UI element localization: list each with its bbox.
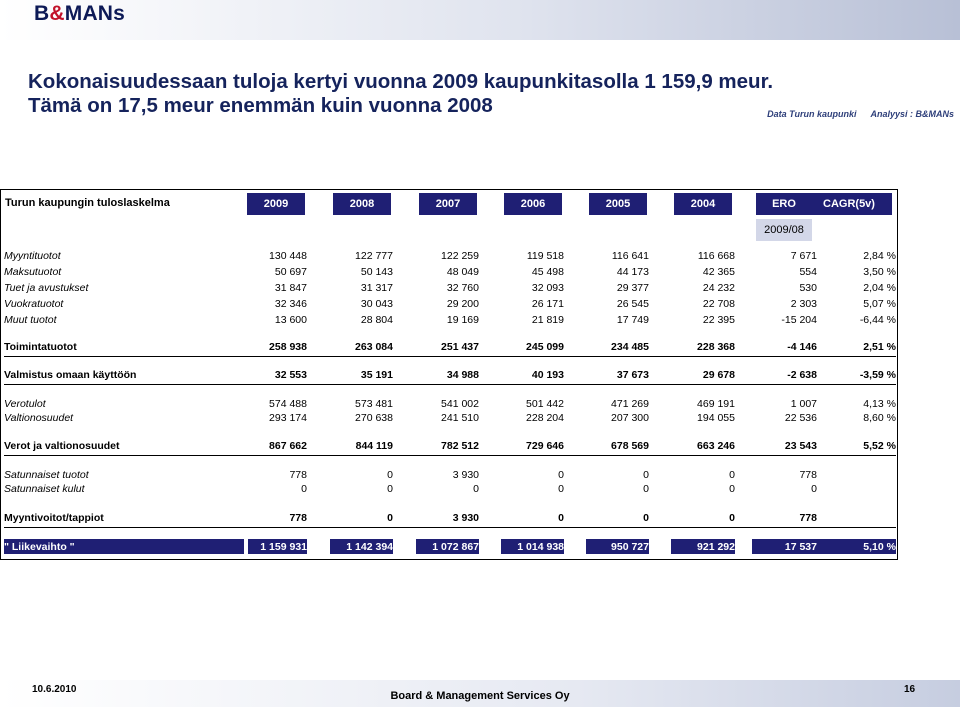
cell-value: 5,52 % [863, 440, 896, 452]
cell-value: 26 171 [531, 298, 564, 310]
cell-value: 541 002 [441, 398, 479, 410]
row-label: Myyntivoitot/tappiot [4, 512, 104, 524]
cell-value: 1 159 931 [260, 541, 307, 553]
table-header [1, 193, 897, 215]
cell-value: 1 014 938 [517, 541, 564, 553]
row-label: Verot ja valtionosuudet [4, 440, 120, 452]
cell-value: 293 174 [269, 412, 307, 424]
row-label: Valtionosuudet [4, 412, 74, 424]
table-row [4, 440, 896, 454]
cell-value: 5,07 % [863, 298, 896, 310]
cell-value: 663 246 [697, 440, 735, 452]
table-row [4, 398, 896, 412]
cell-value: 207 300 [611, 412, 649, 424]
cell-value: 0 [387, 469, 393, 481]
cell-value: 778 [289, 512, 307, 524]
cell-value: 0 [387, 512, 393, 524]
cell-value: 778 [289, 469, 307, 481]
cell-value: 22 708 [702, 298, 735, 310]
cell-value: -2 638 [787, 369, 817, 381]
cell-value: 0 [729, 469, 735, 481]
row-label: Satunnaiset kulut [4, 483, 85, 495]
cell-value: 17 749 [616, 314, 649, 326]
column-header: 2004 [674, 193, 732, 215]
row-label: " Liikevaihto " [4, 541, 75, 553]
cell-value: -4 146 [787, 341, 817, 353]
cell-value: 469 191 [697, 398, 735, 410]
cell-value: 554 [799, 266, 817, 278]
cell-value: 32 093 [531, 282, 564, 294]
column-header: ERO [756, 193, 812, 215]
cell-value: 782 512 [441, 440, 479, 452]
row-label: Satunnaiset tuotot [4, 469, 89, 481]
cell-value: -15 204 [781, 314, 817, 326]
cell-value: 1 007 [790, 398, 817, 410]
cell-value: 228 368 [697, 341, 735, 353]
row-underline [4, 384, 896, 385]
cell-value: 130 448 [269, 250, 307, 262]
source-credits [767, 109, 954, 119]
cell-value: 2,51 % [863, 341, 896, 353]
cell-value: 2 303 [790, 298, 817, 310]
table-row [4, 266, 896, 280]
cell-value: 116 641 [611, 250, 649, 262]
cell-value: 0 [473, 483, 479, 495]
cell-value: 28 804 [360, 314, 393, 326]
cell-value: 48 049 [446, 266, 479, 278]
footer-company: Board & Management Services Oy [390, 690, 570, 702]
cell-value: 26 545 [616, 298, 649, 310]
cell-value: 17 537 [784, 541, 817, 553]
cell-value: 258 938 [269, 341, 307, 353]
cell-value: 8,60 % [863, 412, 896, 424]
cell-value: 32 346 [274, 298, 307, 310]
cell-value: 2,84 % [863, 250, 896, 262]
cell-value: 194 055 [697, 412, 735, 424]
cell-value: 50 143 [360, 266, 393, 278]
cell-value: 29 678 [702, 369, 735, 381]
cell-value: 4,13 % [863, 398, 896, 410]
table-row [4, 483, 896, 497]
cell-value: 844 119 [355, 440, 393, 452]
column-header: CAGR(5v) [806, 193, 892, 215]
row-label: Vuokratuotot [4, 298, 64, 310]
row-underline [4, 527, 896, 528]
row-label: Muut tuotot [4, 314, 57, 326]
cell-value: 19 169 [446, 314, 479, 326]
cell-value: 0 [811, 483, 817, 495]
cell-value: 729 646 [526, 440, 564, 452]
table-row [4, 369, 896, 383]
data-source: Data Turun kaupunki [767, 109, 857, 119]
row-label: Maksutuotot [4, 266, 62, 278]
cell-value: 35 191 [360, 369, 393, 381]
cell-value: 50 697 [274, 266, 307, 278]
cell-value: 530 [799, 282, 817, 294]
footer-date: 10.6.2010 [32, 684, 77, 695]
cell-value: 13 600 [274, 314, 307, 326]
cell-value: 2,04 % [863, 282, 896, 294]
cell-value: 228 204 [526, 412, 564, 424]
cell-value: 34 988 [446, 369, 479, 381]
cell-value: 573 481 [355, 398, 393, 410]
slide-title: Kokonaisuudessaan tuloja kertyi vuonna 2009 kaupunkitasolla 1 159,9 meur. Tämä on 17,5 meur enemmän kuin vuonna 2008 [28, 70, 774, 117]
analysis-credit: Analyysi : B&MANs [870, 109, 954, 119]
cell-value: 501 442 [526, 398, 564, 410]
cell-value: 119 518 [526, 250, 564, 262]
cell-value: 245 099 [526, 341, 564, 353]
cell-value: 0 [387, 483, 393, 495]
cell-value: 31 317 [360, 282, 393, 294]
row-underline [4, 455, 896, 456]
cell-value: 22 395 [702, 314, 735, 326]
row-label: Verotulot [4, 398, 46, 410]
cell-value: 0 [729, 483, 735, 495]
cell-value: 21 819 [531, 314, 564, 326]
cell-value: 778 [799, 469, 817, 481]
table-row [4, 314, 896, 328]
row-label: Tuet ja avustukset [4, 282, 89, 294]
cell-value: 45 498 [531, 266, 564, 278]
cell-value: 270 638 [355, 412, 393, 424]
table-row [4, 541, 896, 555]
cell-value: -3,59 % [859, 369, 896, 381]
table-row [4, 341, 896, 355]
cell-value: 32 760 [446, 282, 479, 294]
table-caption: Turun kaupungin tuloslaskelma [5, 197, 170, 209]
row-label: Valmistus omaan käyttöön [4, 369, 137, 381]
row-label: Myyntituotot [4, 250, 61, 262]
cell-value: 31 847 [274, 282, 307, 294]
cell-value: 241 510 [441, 412, 479, 424]
cell-value: 29 200 [446, 298, 479, 310]
cell-value: 3,50 % [863, 266, 896, 278]
table-row [4, 250, 896, 264]
cell-value: 116 668 [697, 250, 735, 262]
cell-value: 122 777 [355, 250, 393, 262]
cell-value: 30 043 [360, 298, 393, 310]
cell-value: 1 142 394 [346, 541, 393, 553]
table-row [4, 412, 896, 426]
cell-value: 23 543 [784, 440, 817, 452]
cell-value: -6,44 % [859, 314, 896, 326]
page-number: 16 [904, 684, 916, 695]
brand-logo: B&MANs [34, 2, 126, 25]
cell-value: 778 [799, 512, 817, 524]
cell-value: 0 [558, 469, 564, 481]
table-row [4, 512, 896, 526]
cell-value: 5,10 % [863, 541, 896, 553]
column-header: 2006 [504, 193, 562, 215]
cell-value: 42 365 [702, 266, 735, 278]
cell-value: 22 536 [784, 412, 817, 424]
row-label: Toimintatuotot [4, 341, 77, 353]
cell-value: 3 930 [452, 512, 479, 524]
row-underline [4, 356, 896, 357]
column-header: 2008 [333, 193, 391, 215]
cell-value: 921 292 [697, 541, 735, 553]
column-header: 2009 [247, 193, 305, 215]
cell-value: 251 437 [441, 341, 479, 353]
cell-value: 32 553 [274, 369, 307, 381]
cell-value: 0 [558, 483, 564, 495]
cell-value: 1 072 867 [432, 541, 479, 553]
cell-value: 471 269 [611, 398, 649, 410]
cell-value: 40 193 [531, 369, 564, 381]
column-header: 2007 [419, 193, 477, 215]
cell-value: 0 [643, 469, 649, 481]
table-row [4, 469, 896, 483]
cell-value: 0 [729, 512, 735, 524]
column-header: 2005 [589, 193, 647, 215]
cell-value: 122 259 [441, 250, 479, 262]
cell-value: 44 173 [616, 266, 649, 278]
cell-value: 263 084 [355, 341, 393, 353]
cell-value: 867 662 [269, 440, 307, 452]
cell-value: 37 673 [616, 369, 649, 381]
cell-value: 0 [643, 483, 649, 495]
header-band [0, 0, 960, 40]
cell-value: 24 232 [702, 282, 735, 294]
table-row [4, 298, 896, 312]
cell-value: 234 485 [611, 341, 649, 353]
cell-value: 3 930 [452, 469, 479, 481]
ero-subheader: 2009/08 [756, 219, 812, 241]
cell-value: 678 569 [611, 440, 649, 452]
cell-value: 574 488 [269, 398, 307, 410]
cell-value: 0 [643, 512, 649, 524]
cell-value: 7 671 [790, 250, 817, 262]
cell-value: 29 377 [616, 282, 649, 294]
cell-value: 0 [558, 512, 564, 524]
cell-value: 0 [301, 483, 307, 495]
table-row [4, 282, 896, 296]
cell-value: 950 727 [611, 541, 649, 553]
